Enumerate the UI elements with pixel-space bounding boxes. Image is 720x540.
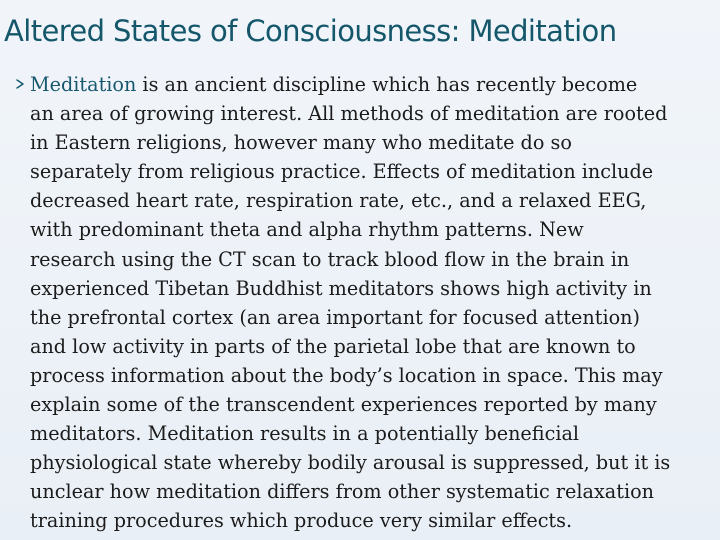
body-line: separately from religious practice. Effects of meditation include [30,160,654,184]
body-line-1 [30,70,712,99]
slide-title: Altered States of Consciousness: Meditation [4,14,617,48]
lead-term: Meditation [30,73,137,96]
body-line: decreased heart rate, respiration rate, etc., and a relaxed EEG, [30,189,647,213]
body-line: the prefrontal cortex (an area important for focused attention) [30,305,640,329]
body-line: with predominant theta and alpha rhythm patterns. New [30,218,584,242]
body-line: an area of growing interest. All methods of meditation are rooted [30,102,668,126]
body-line: explain some of the transcendent experiences reported by many [30,393,657,417]
body-line: meditators. Meditation results in a potentially beneficial [30,422,580,446]
body-line: experienced Tibetan Buddhist meditators shows high activity in [30,276,652,300]
body-line: training procedures which produce very similar effects. [30,509,573,533]
body-line: process information about the body’s location in space. This may [30,363,663,387]
body-line: physiological state whereby bodily arousal is suppressed, but it is [30,451,671,475]
body-line: unclear how meditation differs from other systematic relaxation [30,480,655,504]
body-line: research using the CT scan to track blood flow in the brain in [30,247,630,271]
body-line: and low activity in parts of the parietal lobe that are known to [30,334,636,358]
open-bullet-icon [14,78,26,90]
body-line: in Eastern religions, however many who meditate do so [30,131,572,155]
slide-body [30,70,712,536]
body-text: is an ancient discipline which has recently become [136,73,638,96]
body-paragraph [30,70,712,536]
